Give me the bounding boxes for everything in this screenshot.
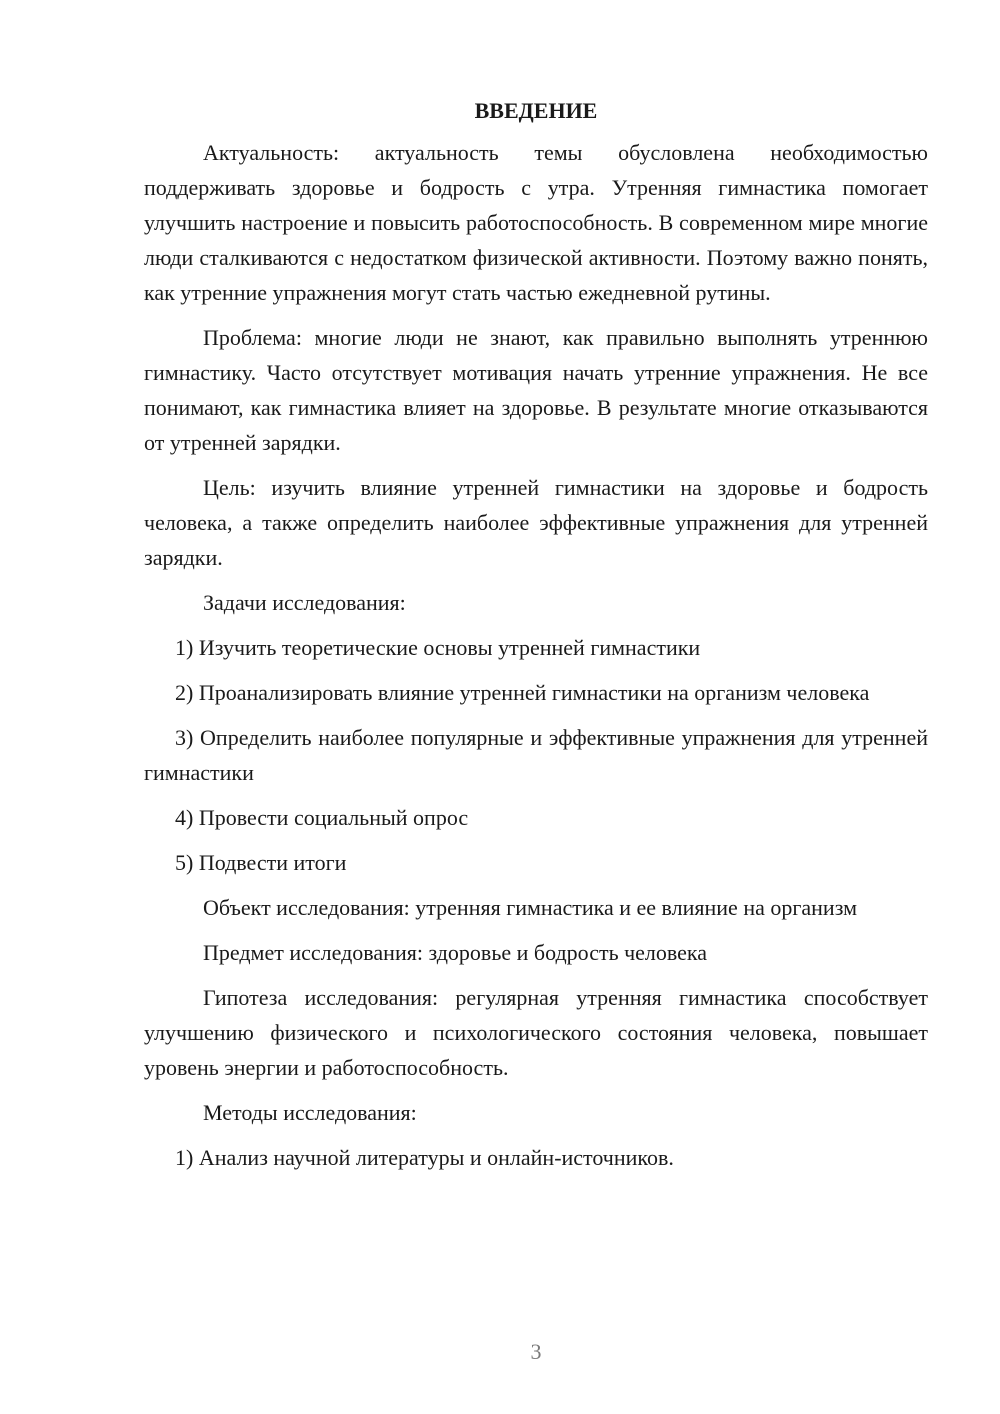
relevance-paragraph: Актуальность: актуальность темы обусловлена необходимостью поддерживать здоровье и бодрость с утра. Утренняя гимнастика помогает улучшить настроение и повысить работоспособность. В современном мире многие люди сталкиваются с недостатком физической активности. Поэтому важно понять, как утренние упражнения могут стать частью ежедневной рутины. xyxy=(144,140,928,305)
task-item: 5) Подвести итоги xyxy=(175,850,347,875)
hypothesis-paragraph: Гипотеза исследования: регулярная утренняя гимнастика способствует улучшению физического и психологического состояния человека, повышает уровень энергии и работоспособность. xyxy=(144,985,928,1080)
task-item: 2) Проанализировать влияние утренней гимнастики на организм человека xyxy=(175,680,870,705)
page-title: ВВЕДЕНИЕ xyxy=(474,98,598,123)
document-body xyxy=(144,93,928,1185)
problem-paragraph: Проблема: многие люди не знают, как правильно выполнять утреннюю гимнастику. Часто отсутствует мотивация начать утренние упражнения. Не все понимают, как гимнастика влияет на здоровье. В результате многие отказываются от утренней зарядки. xyxy=(144,325,928,455)
object-paragraph: Объект исследования: утренняя гимнастика и ее влияние на организм xyxy=(203,895,857,920)
methods-title: Методы исследования: xyxy=(203,1100,417,1125)
task-item: 3) Определить наиболее популярные и эффективные упражнения для утренней гимнастики xyxy=(144,725,928,785)
task-item: 1) Изучить теоретические основы утренней гимнастики xyxy=(175,635,701,660)
tasks-title: Задачи исследования: xyxy=(203,590,406,615)
page-number: 3 xyxy=(530,1339,542,1364)
subject-paragraph: Предмет исследования: здоровье и бодрость человека xyxy=(203,940,708,965)
goal-paragraph: Цель: изучить влияние утренней гимнастики на здоровье и бодрость человека, а также определить наиболее эффективные упражнения для утренней зарядки. xyxy=(144,475,928,570)
method-item: 1) Анализ научной литературы и онлайн-источников. xyxy=(175,1145,674,1170)
task-item: 4) Провести социальный опрос xyxy=(175,805,469,830)
